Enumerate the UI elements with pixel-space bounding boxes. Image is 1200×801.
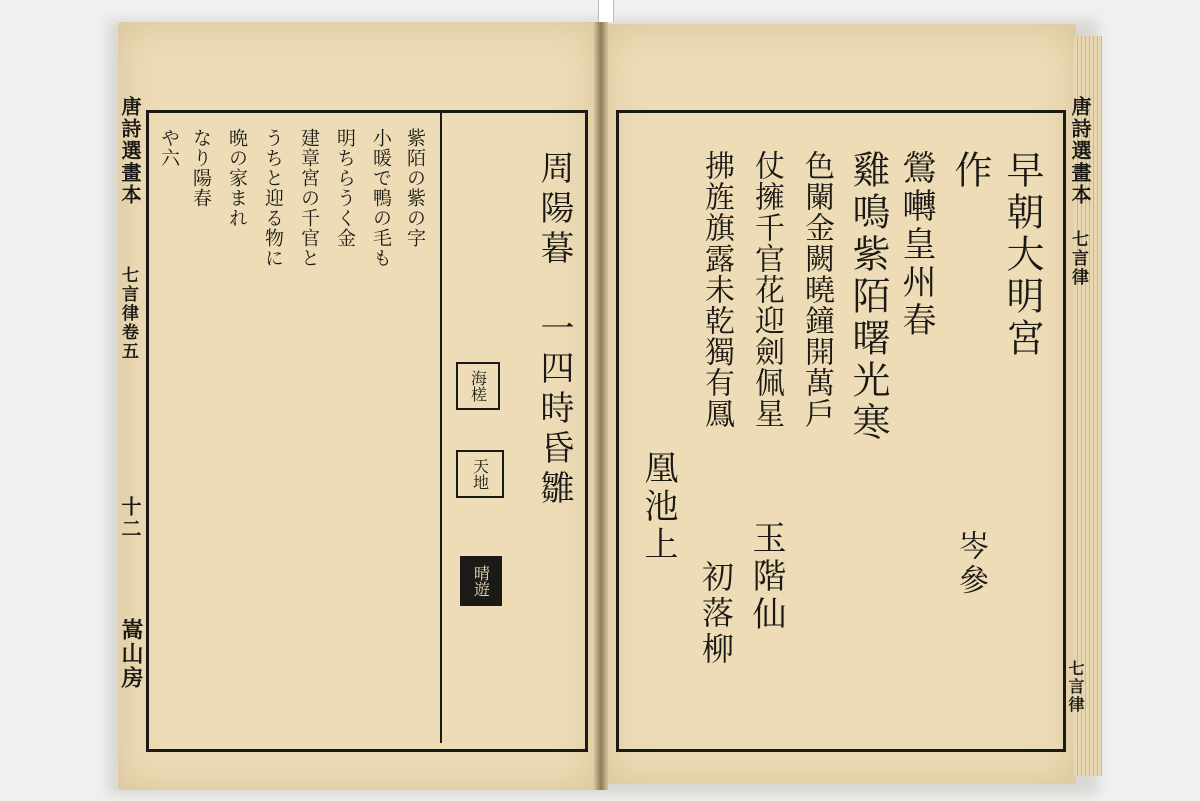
left-page-frame bbox=[146, 110, 588, 752]
poem-col-9: 拂旌旗露未乾獨有鳳 bbox=[699, 150, 734, 429]
poem-col-7: 仗擁千官花迎劍佩星 bbox=[749, 150, 784, 429]
seal-1: 海槎 bbox=[456, 362, 500, 410]
poem-col-10: 凰池上 bbox=[638, 450, 678, 564]
book-clip bbox=[598, 0, 614, 22]
poem-col-2: 作 bbox=[948, 150, 992, 192]
commentary-col-2: 小暖で鴨の毛も bbox=[370, 128, 392, 268]
commentary-col-8: や六 bbox=[158, 128, 180, 168]
left-margin-page: 十二 bbox=[118, 496, 142, 540]
right-margin-section: 七言律 bbox=[1068, 230, 1088, 287]
commentary-col-1: 紫陌の紫の字 bbox=[404, 128, 426, 248]
poem-title-col-1: 周陽暮 bbox=[534, 150, 574, 270]
poem-col-1: 早朝大明宮 bbox=[1000, 150, 1044, 360]
poem-col-4: 鶯囀皇州春 bbox=[896, 150, 936, 340]
right-edge-mark: 七言律 bbox=[1066, 660, 1085, 714]
seal-2: 天地 bbox=[456, 450, 504, 498]
commentary-col-6: 晩の家まれ bbox=[226, 128, 248, 228]
poem-col-6: 玉階仙 bbox=[746, 520, 786, 634]
poem-col-8: 初落柳 bbox=[697, 560, 735, 668]
left-inner-rule bbox=[440, 113, 442, 743]
seal-3: 晴遊 bbox=[460, 556, 502, 606]
author-name: 岑參 bbox=[953, 530, 988, 598]
left-margin-label: 唐詩選畫本 bbox=[118, 96, 142, 206]
right-margin-label: 唐詩選畫本 bbox=[1068, 96, 1092, 206]
commentary-col-7: なり陽春 bbox=[190, 128, 212, 208]
commentary-col-4: 建章宮の千官と bbox=[298, 128, 320, 268]
left-publisher: 嵩山房 bbox=[118, 618, 144, 690]
commentary-col-5: うちと迎る物に bbox=[262, 128, 284, 268]
commentary-col-3: 明ちらうく金 bbox=[334, 128, 356, 248]
left-margin-section: 七言律卷五 bbox=[118, 266, 138, 361]
poem-col-5: 色闌金闕曉鐘開萬戶 bbox=[799, 150, 834, 429]
poem-col-3: 雞鳴紫陌曙光寒 bbox=[846, 150, 890, 444]
right-page-frame bbox=[616, 110, 1066, 752]
poem-title-col-2: 一四時昏雛 bbox=[534, 310, 574, 510]
book-gutter bbox=[594, 22, 608, 790]
